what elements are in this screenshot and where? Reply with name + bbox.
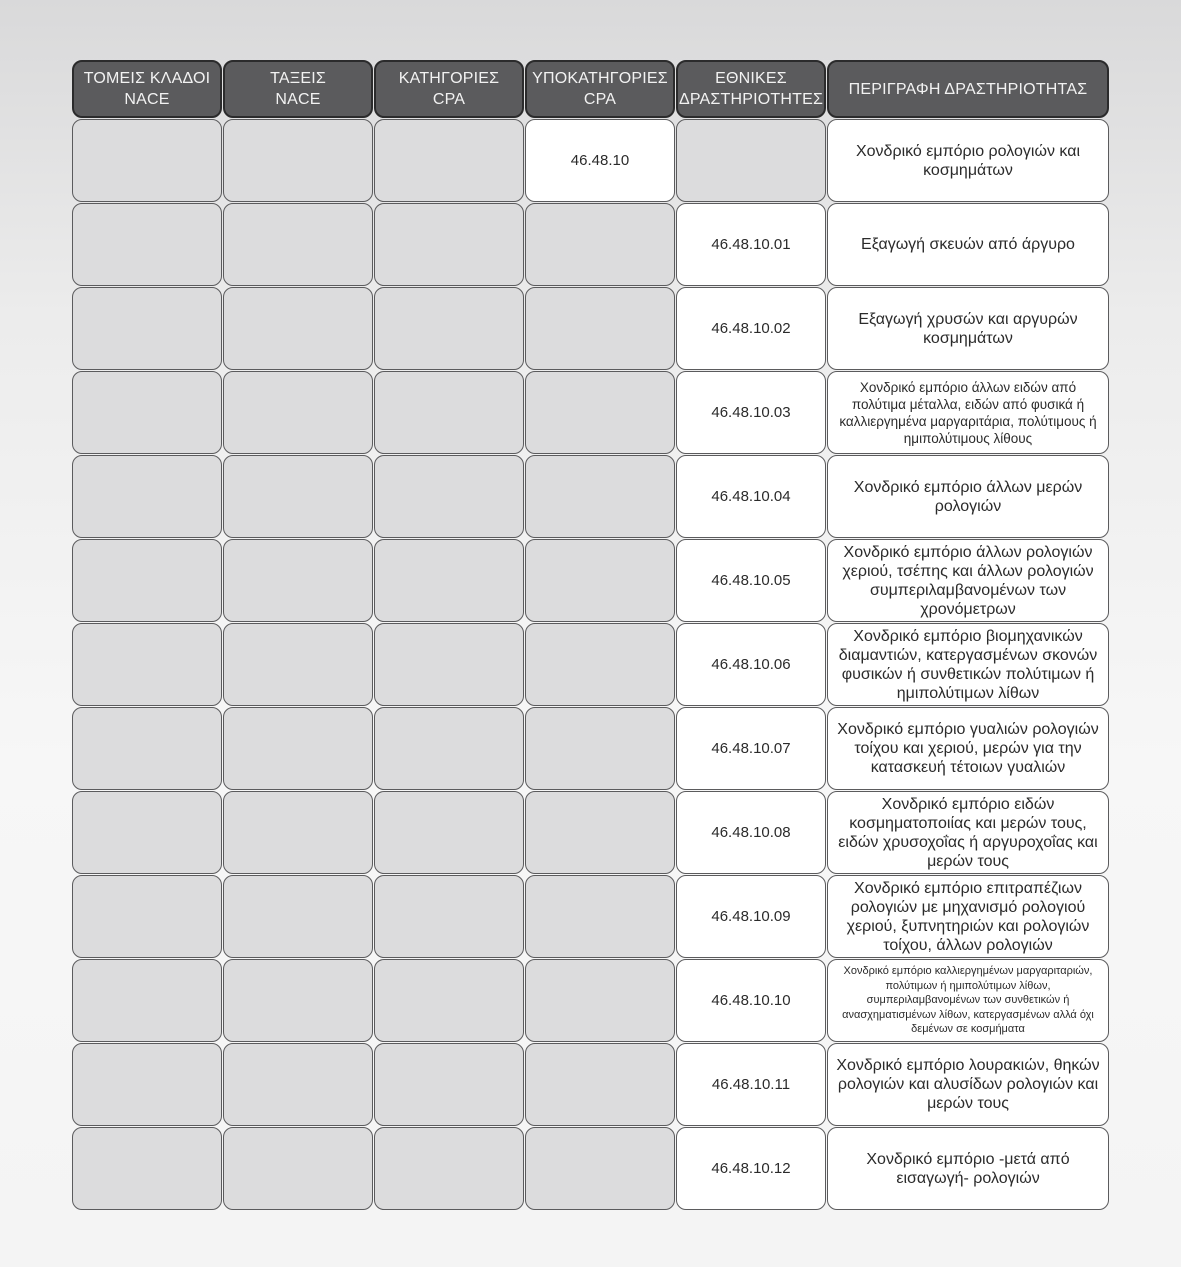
- subcategory-cell: [525, 539, 675, 622]
- table-row: [72, 203, 1109, 286]
- subcategory-cell: [525, 707, 675, 790]
- table-row: [72, 875, 1109, 958]
- header-activity-description: ΠΕΡΙΓΡΑΦΗ ΔΡΑΣΤΗΡΙΟΤΗΤΑΣ: [827, 60, 1109, 118]
- description-cell-text: Χονδρικό εμπόριο καλλιεργημένων μαργαριταριών, πολύτιμων ή ημιπολύτιμων λίθων, συμπεριλαμβανομένων των συνθετικών ή ανασχηματισμένων λίθων, κατεργασμένων αλλά όχι δεμένων σε κοσμήματα: [842, 965, 1094, 1036]
- description-cell: [827, 287, 1109, 370]
- table-row: [72, 707, 1109, 790]
- category-cell: [374, 1127, 524, 1210]
- table-row: [72, 1127, 1109, 1210]
- sector-cell: [72, 371, 222, 454]
- subcategory-cell: [525, 1127, 675, 1210]
- description-cell: [827, 1127, 1109, 1210]
- national-activity-cell: [676, 203, 826, 286]
- national-activity-cell: [676, 623, 826, 706]
- subcategory-cell: [525, 1043, 675, 1126]
- subcategory-cell: [525, 959, 675, 1042]
- description-cell: [827, 791, 1109, 874]
- description-cell: [827, 455, 1109, 538]
- national-activity-cell-text: 46.48.10.08: [711, 824, 791, 841]
- national-activity-cell: [676, 287, 826, 370]
- category-cell: [374, 707, 524, 790]
- description-cell: [827, 119, 1109, 202]
- activity-code-table: [72, 60, 1109, 1211]
- table-row: [72, 371, 1109, 454]
- sector-cell: [72, 287, 222, 370]
- class-cell: [223, 455, 373, 538]
- national-activity-cell: [676, 1043, 826, 1126]
- header-categories-cpa: ΚΑΤΗΓΟΡΙΕΣ CPA: [374, 60, 524, 118]
- category-cell: [374, 203, 524, 286]
- national-activity-cell: [676, 371, 826, 454]
- national-activity-cell-text: 46.48.10.04: [711, 488, 791, 505]
- national-activity-cell: [676, 1127, 826, 1210]
- description-cell: [827, 1043, 1109, 1126]
- category-cell: [374, 455, 524, 538]
- description-cell-text: Χονδρικό εμπόριο ειδών κοσμηματοποιίας και μερών τους, ειδών χρυσοχοΐας ή αργυροχοΐας και μερών τους: [838, 795, 1098, 870]
- description-cell-text: Εξαγωγή χρυσών και αργυρών κοσμημάτων: [858, 310, 1078, 347]
- description-cell-text: Χονδρικό εμπόριο άλλων ειδών από πολύτιμα μέταλλα, ειδών από φυσικά ή καλλιεργημένα μαργαριτάρια, πολύτιμους ή ημιπολύτιμους λίθους: [839, 379, 1097, 446]
- sector-cell: [72, 119, 222, 202]
- national-activity-cell: [676, 119, 826, 202]
- national-activity-cell-text: 46.48.10.11: [711, 1076, 791, 1093]
- class-cell: [223, 707, 373, 790]
- description-cell-text: Εξαγωγή σκευών από άργυρο: [861, 236, 1075, 253]
- category-cell: [374, 287, 524, 370]
- class-cell: [223, 959, 373, 1042]
- national-activity-cell-text: 46.48.10.12: [711, 1160, 791, 1177]
- subcategory-cell: [525, 875, 675, 958]
- sector-cell: [72, 707, 222, 790]
- description-cell-text: Χονδρικό εμπόριο άλλων μερών ρολογιών: [853, 478, 1083, 515]
- sector-cell: [72, 1043, 222, 1126]
- description-cell-text: Χονδρικό εμπόριο γυαλιών ρολογιών τοίχου και χεριού, μερών για την κατασκευή τέτοιων γυαλιών: [837, 721, 1099, 776]
- subcategory-cell: [525, 203, 675, 286]
- description-cell: [827, 539, 1109, 622]
- class-cell: [223, 791, 373, 874]
- national-activity-cell-text: 46.48.10.09: [711, 908, 791, 925]
- header-classes-nace: ΤΑΞΕΙΣ NACE: [223, 60, 373, 118]
- table-row: [72, 287, 1109, 370]
- subcategory-cell: [525, 371, 675, 454]
- national-activity-cell-text: 46.48.10.01: [711, 236, 791, 253]
- table-row: [72, 791, 1109, 874]
- class-cell: [223, 539, 373, 622]
- class-cell: [223, 875, 373, 958]
- header-national-activities: ΕΘΝΙΚΕΣ ΔΡΑΣΤΗΡΙΟΤΗΤΕΣ: [676, 60, 826, 118]
- description-cell: [827, 203, 1109, 286]
- category-cell: [374, 119, 524, 202]
- class-cell: [223, 623, 373, 706]
- sector-cell: [72, 1127, 222, 1210]
- sector-cell: [72, 791, 222, 874]
- national-activity-cell-text: 46.48.10.03: [711, 404, 791, 421]
- description-cell: [827, 959, 1109, 1042]
- class-cell: [223, 1127, 373, 1210]
- category-cell: [374, 875, 524, 958]
- class-cell: [223, 1043, 373, 1126]
- description-cell: [827, 623, 1109, 706]
- category-cell: [374, 1043, 524, 1126]
- category-cell: [374, 539, 524, 622]
- class-cell: [223, 203, 373, 286]
- national-activity-cell-text: 46.48.10.10: [711, 992, 791, 1009]
- national-activity-cell: [676, 791, 826, 874]
- national-activity-cell: [676, 707, 826, 790]
- table-row: [72, 539, 1109, 622]
- sector-cell: [72, 539, 222, 622]
- table-row: [72, 119, 1109, 202]
- national-activity-cell: [676, 455, 826, 538]
- national-activity-cell-text: 46.48.10.07: [711, 740, 791, 757]
- class-cell: [223, 371, 373, 454]
- table-row: [72, 623, 1109, 706]
- class-cell: [223, 287, 373, 370]
- category-cell: [374, 959, 524, 1042]
- description-cell: [827, 371, 1109, 454]
- subcategory-cell: [525, 791, 675, 874]
- subcategory-cell: [525, 287, 675, 370]
- category-cell: [374, 791, 524, 874]
- sector-cell: [72, 959, 222, 1042]
- national-activity-cell-text: 46.48.10.02: [711, 320, 791, 337]
- sector-cell: [72, 875, 222, 958]
- description-cell: [827, 707, 1109, 790]
- description-cell-text: Χονδρικό εμπόριο ρολογιών και κοσμημάτων: [855, 142, 1081, 179]
- description-cell-text: Χονδρικό εμπόριο -μετά από εισαγωγή- ρολογιών: [866, 1150, 1070, 1187]
- description-cell-text: Χονδρικό εμπόριο άλλων ρολογιών χεριού, τσέπης και άλλων ρολογιών συμπεριλαμβανομένων των χρονόμετρων: [842, 543, 1094, 618]
- header-sectors-nace: ΤΟΜΕΙΣ ΚΛΑΔΟΙ NACE: [72, 60, 222, 118]
- national-activity-cell: [676, 959, 826, 1042]
- national-activity-cell: [676, 875, 826, 958]
- description-cell-text: Χονδρικό εμπόριο βιομηχανικών διαμαντιών, κατεργασμένων σκονών φυσικών ή συνθετικών πολύτιμων ή ημιπολύτιμων λίθων: [838, 627, 1098, 702]
- subcategory-cell: [525, 455, 675, 538]
- description-cell-text: Χονδρικό εμπόριο επιτραπέζιων ρολογιών με μηχανισμό ρολογιού χεριού, ξυπνητηριών και ρολογιών τοίχου, άλλων ρολογιών: [846, 879, 1090, 954]
- category-cell: [374, 623, 524, 706]
- national-activity-cell: [676, 539, 826, 622]
- subcategory-cell: [525, 623, 675, 706]
- table-row: [72, 1043, 1109, 1126]
- national-activity-cell-text: 46.48.10.06: [711, 656, 791, 673]
- subcategory-cell-text: 46.48.10: [570, 152, 630, 169]
- sector-cell: [72, 455, 222, 538]
- national-activity-cell-text: 46.48.10.05: [711, 572, 791, 589]
- sector-cell: [72, 203, 222, 286]
- subcategory-cell: [525, 119, 675, 202]
- table-row: [72, 455, 1109, 538]
- category-cell: [374, 371, 524, 454]
- class-cell: [223, 119, 373, 202]
- description-cell-text: Χονδρικό εμπόριο λουρακιών, θηκών ρολογιών και αλυσίδων ρολογιών και μερών τους: [836, 1057, 1100, 1112]
- description-cell: [827, 875, 1109, 958]
- sector-cell: [72, 623, 222, 706]
- header-row: [72, 60, 1109, 118]
- header-subcategories-cpa: ΥΠΟΚΑΤΗΓΟΡΙΕΣ CPA: [525, 60, 675, 118]
- table-row: [72, 959, 1109, 1042]
